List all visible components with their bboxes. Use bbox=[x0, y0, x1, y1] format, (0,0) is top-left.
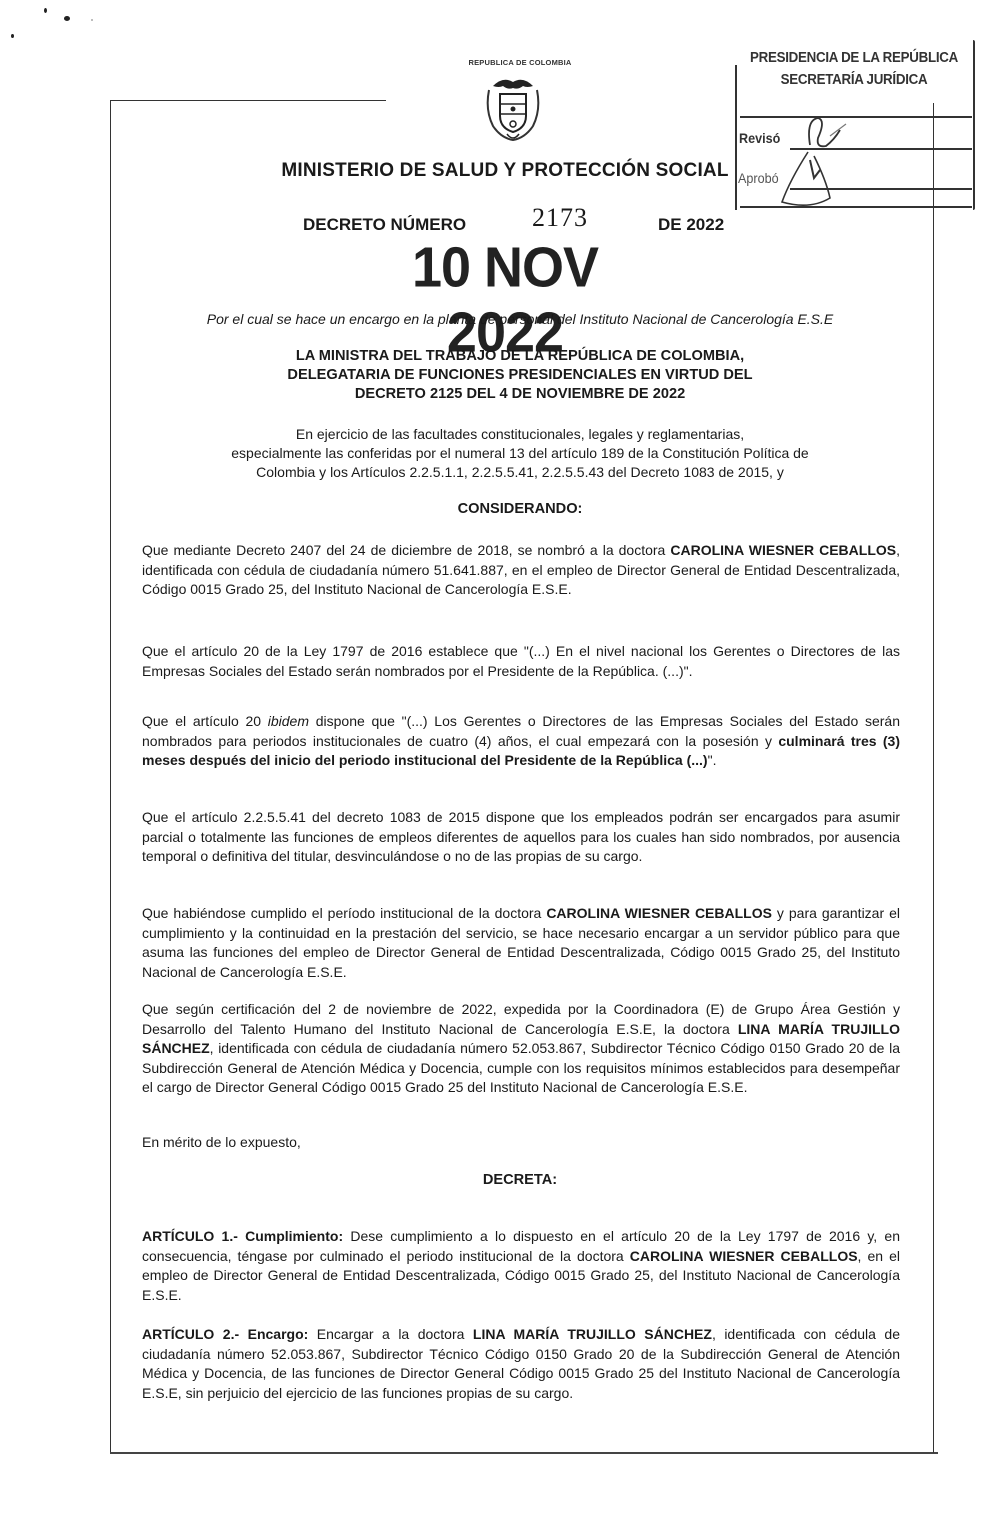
considerando-paragraph-2: Que el artículo 20 de la Ley 1797 de 2016 establece que "(...) En el nivel nacional los Gerentes o Directores de las Empresas Sociales del Estado serán nombrados por el Presidente de la República. (...)". bbox=[142, 643, 900, 679]
italic-term: ibidem bbox=[267, 713, 310, 729]
page-frame-bottom bbox=[110, 1452, 938, 1454]
text-segment: Dese cumplimiento a lo dispuesto en el artículo 20 de la Ley 1797 de 2016 y, en consecuencia, téngase por culminado el periodo institucional de la doctora bbox=[142, 1228, 900, 1264]
decree-year: DE 2022 bbox=[658, 215, 725, 234]
authority-block bbox=[150, 347, 890, 404]
article-label: ARTÍCULO 2.- Encargo: bbox=[142, 1326, 309, 1342]
considerando-paragraph-4: Que el artículo 2.2.5.5.41 del decreto 1083 de 2015 dispone que los empleados podrán ser encargados para asumir parcial o totalmente las funciones de empleos diferentes de aquellos para los cuales han sido nombrados, por ausencia temporal o definitiva del titular, desvinculándose o no de las propias de su cargo. bbox=[142, 809, 900, 864]
country-label: REPUBLICA DE COLOMBIA bbox=[468, 58, 572, 67]
text-segment: Encargar a la doctora bbox=[308, 1326, 473, 1342]
article-1 bbox=[142, 1227, 900, 1305]
ministry-title: MINISTERIO DE SALUD Y PROTECCIÓN SOCIAL bbox=[281, 160, 729, 181]
stamp-approved-label: Aprobó bbox=[738, 170, 779, 186]
decree-subtitle: Por el cual se hace un encargo en la planta de personal del Instituto Nacional de Cancerología E.S.E bbox=[206, 311, 834, 327]
person-name: LINA MARÍA TRUJILLO SÁNCHEZ bbox=[142, 1020, 900, 1056]
date-stamp: 10 NOV 2022 bbox=[411, 235, 599, 365]
page-frame-right bbox=[933, 103, 934, 1453]
article-label: ARTÍCULO 1.- Cumplimiento: bbox=[142, 1228, 344, 1244]
legal-basis-line: especialmente las conferidas por el numeral 13 del artículo 189 de la Constitución Política de bbox=[231, 445, 809, 461]
legal-review-stamp bbox=[730, 40, 980, 218]
decree-label: DECRETO NÚMERO bbox=[303, 215, 467, 234]
person-name: CAROLINA WIESNER CEBALLOS bbox=[670, 542, 897, 558]
person-name: CAROLINA WIESNER CEBALLOS bbox=[546, 905, 772, 921]
coat-of-arms-icon bbox=[483, 74, 543, 144]
person-name: CAROLINA WIESNER CEBALLOS bbox=[629, 1247, 858, 1264]
legal-basis-line: En ejercicio de las facultades constitucionales, legales y reglamentarias, bbox=[295, 426, 745, 442]
stamp-title-line2: SECRETARÍA JURÍDICA bbox=[780, 72, 928, 88]
text-segment: Que el artículo 20 bbox=[142, 713, 268, 729]
considerando-paragraph-3 bbox=[142, 712, 900, 771]
text-segment: , identificada con cédula de ciudadanía número 52.053.867, Subdirector Técnico Código 0150 Grado 20 de la Subdirección General de Atención Médica y Docencia, cumple con los requisitos mínimos establecidos para desempeñar el cargo de Director General Código 0015 Grado 25 del Instituto Nacional de Cancerología E.S.E. bbox=[142, 1040, 900, 1095]
text-segment: , identificada con cédula de ciudadanía número 51.641.887, en el empleo de Director General de Entidad Descentralizada, Código 0015 Grado 25, del Instituto Nacional de Cancerología E.S.E. bbox=[142, 542, 901, 597]
authority-line: DECRETO 2125 DEL 4 DE NOVIEMBRE DE 2022 bbox=[354, 386, 686, 402]
considerando-closing: En mérito de lo expuesto, bbox=[142, 1134, 301, 1150]
considerando-heading: CONSIDERANDO: bbox=[457, 501, 583, 517]
stamp-title-line1: PRESIDENCIA DE LA REPÚBLICA bbox=[749, 50, 958, 66]
person-name: LINA MARÍA TRUJILLO SÁNCHEZ bbox=[472, 1326, 712, 1342]
decree-number: 2173 bbox=[532, 203, 588, 232]
legal-basis-block bbox=[150, 425, 890, 482]
text-segment: Que mediante Decreto 2407 del 24 de diciembre de 2018, se nombró a la doctora bbox=[142, 542, 671, 558]
legal-basis-line: Colombia y los Artículos 2.2.5.1.1, 2.2.5.5.41, 2.2.5.5.43 del Decreto 1083 de 2015, y bbox=[256, 464, 784, 480]
text-segment: ". bbox=[707, 752, 717, 768]
page-frame-top bbox=[110, 100, 386, 101]
considerando-paragraph-1 bbox=[142, 541, 900, 600]
authority-line: DELEGATARIA DE FUNCIONES PRESIDENCIALES EN VIRTUD DEL bbox=[287, 367, 753, 383]
article-2 bbox=[142, 1325, 900, 1403]
authority-line: LA MINISTRA DEL TRABAJO DE LA REPÚBLICA DE COLOMBIA, bbox=[295, 348, 745, 364]
text-segment: y para garantizar el cumplimiento y la continuidad en la prestación del servicio, se hace necesario encargar a un servidor público para que asuma las funciones del empleo de Director General de Entidad Descentralizada, Código 0015 Grado 25, del Instituto Nacional de Cancerología E.S.E. bbox=[142, 905, 901, 980]
text-segment: , identificada con cédula de ciudadanía número 52.053.867, Subdirector Técnico Código 0150 Grado 20 de la Subdirección General de Atención Médica y Docencia, de las funciones de Director General Código 0015 Grado 25 del Instituto Nacional de Cancerología E.S.E, sin perjuicio del ejercicio de las funciones propias de su cargo. bbox=[142, 1326, 900, 1401]
text-segment: , en el empleo de Director General de Entidad Descentralizada, Código 0015 Grado 25, del Instituto Nacional de Cancerología E.S.E. bbox=[142, 1247, 900, 1303]
decreta-heading: DECRETA: bbox=[482, 1172, 558, 1188]
text-segment: Que según certificación del 2 de noviembre de 2022, expedida por la Coordinadora (E) de Grupo Área Gestión y Desarrollo del Talento Humano del Instituto Nacional de Cancerología E.S.E, la doctora bbox=[142, 1001, 900, 1037]
considerando-paragraph-5 bbox=[142, 904, 900, 982]
text-segment: dispone que "(...) Los Gerentes o Directores de las Empresas Sociales del Estado serán nombrados para periodos institucionales de cuatro (4) años, el cual empezará con la posesión y bbox=[142, 713, 901, 749]
signature-icon bbox=[730, 40, 980, 218]
stamp-reviewed-label: Revisó bbox=[739, 130, 781, 146]
considerando-paragraph-6 bbox=[142, 1000, 900, 1098]
emphasis-text: culminará tres (3) meses después del inicio del periodo institucional del Presidente de la República (...) bbox=[142, 732, 901, 768]
text-segment: Que habiéndose cumplido el período institucional de la doctora bbox=[142, 905, 547, 921]
page-frame-left bbox=[110, 100, 111, 1452]
